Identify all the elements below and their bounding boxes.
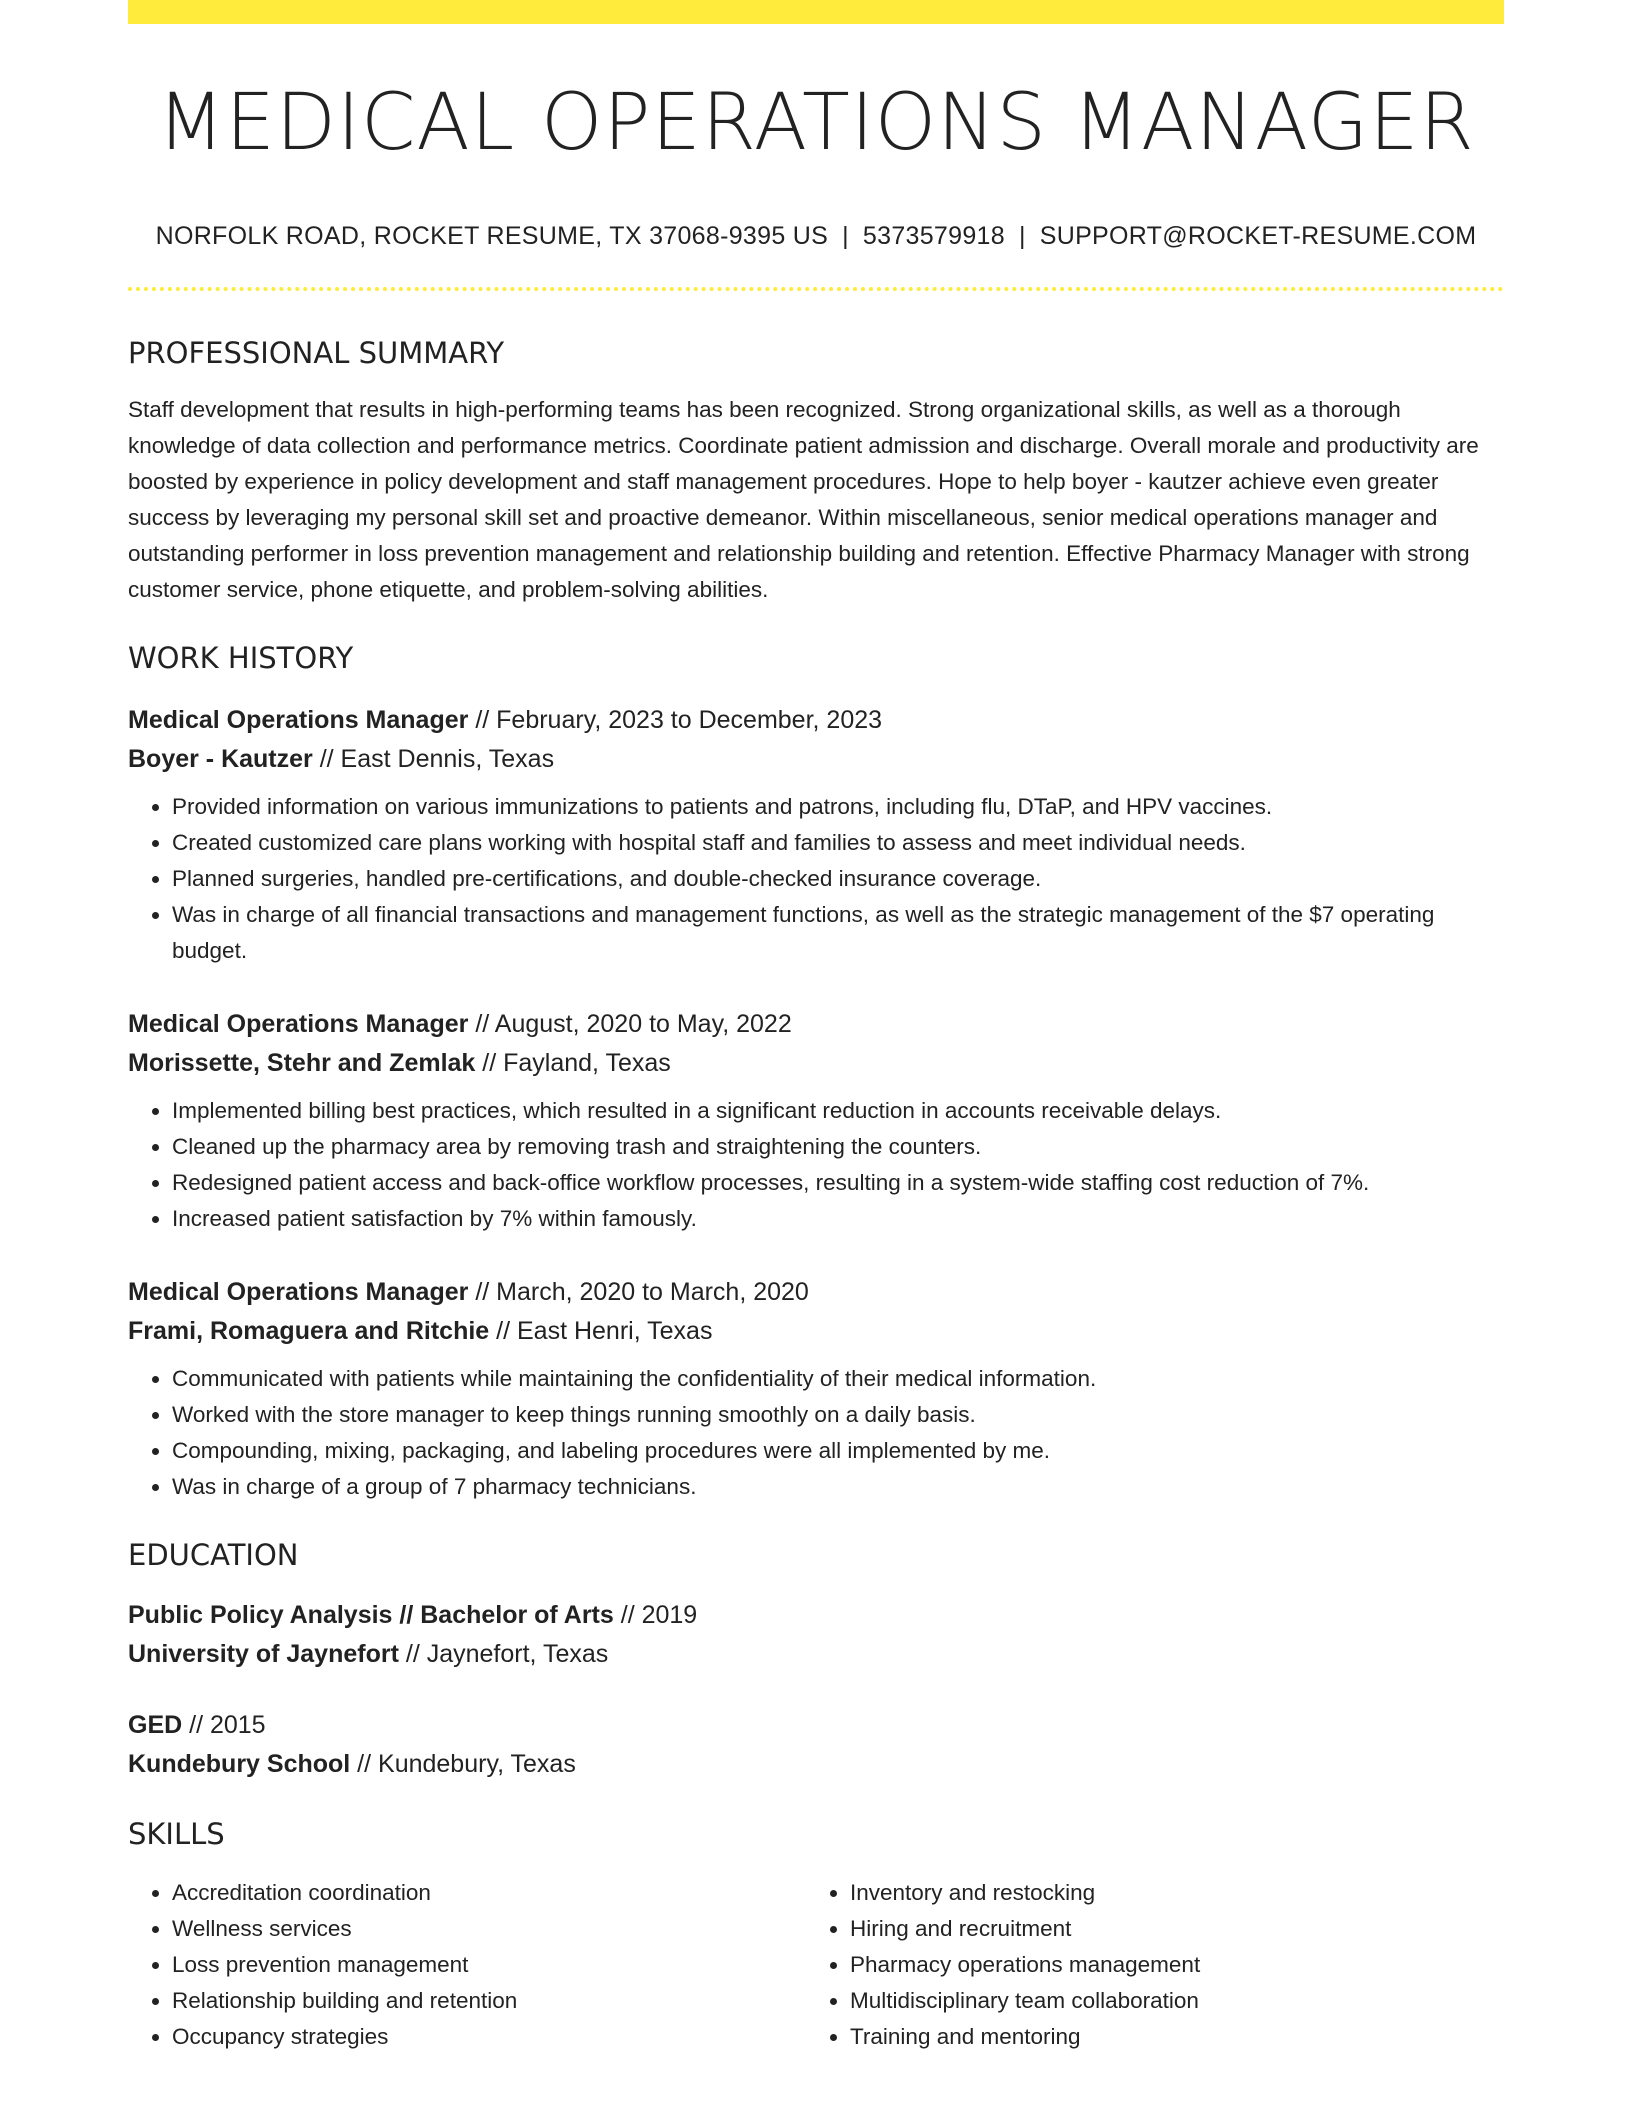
job-location: // Fayland, Texas — [475, 1049, 671, 1077]
job-dates: // March, 2020 to March, 2020 — [468, 1278, 809, 1306]
job-entry — [128, 701, 1504, 969]
skill-item: • Relationship building and retention — [172, 1983, 806, 2019]
job-title: Medical Operations Manager — [128, 706, 469, 734]
job-title: Medical Operations Manager — [128, 1278, 469, 1306]
job-bullet: • Planned surgeries, handled pre-certifications, and double-checked insurance coverage. — [172, 861, 1504, 897]
skill-item: • Multidisciplinary team collaboration — [850, 1983, 1484, 2019]
job-company-line — [128, 1044, 1504, 1083]
job-entry — [128, 1005, 1504, 1237]
skill-item: • Wellness services — [172, 1911, 806, 1947]
contact-separator: | — [1018, 222, 1026, 250]
job-location: // East Dennis, Texas — [312, 745, 555, 773]
education-location: // Jaynefort, Texas — [398, 1640, 609, 1668]
skill-item: • Training and mentoring — [850, 2019, 1484, 2055]
job-bullet: • Compounding, mixing, packaging, and labeling procedures were all implemented by me. — [172, 1433, 1504, 1469]
education-year: // 2015 — [182, 1711, 266, 1739]
skills-heading: SKILLS — [128, 1817, 225, 1851]
accent-top-bar — [128, 0, 1504, 24]
summary-heading: PROFESSIONAL SUMMARY — [128, 336, 505, 370]
contact-separator: | — [842, 222, 849, 250]
education-school-line — [128, 1745, 1504, 1784]
skill-item: • Pharmacy operations management — [850, 1947, 1484, 1983]
skills-list-right — [806, 1875, 1484, 2055]
education-school: University of Jaynefort — [128, 1640, 399, 1668]
contact-address: NORFOLK ROAD, ROCKET RESUME, TX 37068-9395 US — [155, 222, 829, 250]
education-location: // Kundebury, Texas — [350, 1750, 576, 1778]
job-bullet: • Created customized care plans working with hospital staff and families to assess and meet individual needs. — [172, 825, 1504, 861]
education-school: Kundebury School — [128, 1750, 351, 1778]
skill-item: • Loss prevention management — [172, 1947, 806, 1983]
work-history-heading: WORK HISTORY — [128, 641, 354, 675]
skill-item: • Inventory and restocking — [850, 1875, 1484, 1911]
job-company-line — [128, 1312, 1504, 1351]
skills-list-left — [128, 1875, 806, 2055]
job-bullet: • Was in charge of a group of 7 pharmacy technicians. — [172, 1469, 1504, 1505]
contact-line — [128, 224, 1504, 249]
job-title-line — [128, 701, 1504, 740]
job-company: Morissette, Stehr and Zemlak — [128, 1049, 476, 1077]
education-degree: GED — [128, 1711, 183, 1739]
contact-phone: 5373579918 — [862, 222, 1005, 250]
job-bullet: • Redesigned patient access and back-office workflow processes, resulting in a system-wide staffing cost reduction of 7%. — [172, 1165, 1504, 1201]
job-bullet: • Provided information on various immunizations to patients and patrons, including flu, DTaP, and HPV vaccines. — [172, 789, 1504, 825]
job-company: Boyer - Kautzer — [128, 745, 313, 773]
job-bullets — [128, 789, 1504, 969]
job-bullets — [128, 1093, 1504, 1237]
job-bullet: • Communicated with patients while maintaining the confidentiality of their medical information. — [172, 1361, 1504, 1397]
job-bullet: • Worked with the store manager to keep things running smoothly on a daily basis. — [172, 1397, 1504, 1433]
job-entry — [128, 1273, 1504, 1505]
job-company: Frami, Romaguera and Ritchie — [128, 1317, 490, 1345]
contact-email: SUPPORT@ROCKET-RESUME.COM — [1039, 222, 1477, 250]
job-bullets — [128, 1361, 1504, 1505]
education-degree-line — [128, 1596, 1504, 1635]
education-entry — [128, 1706, 1504, 1784]
job-title: Medical Operations Manager — [128, 1010, 469, 1038]
education-year: // 2019 — [613, 1601, 698, 1629]
skill-item: • Hiring and recruitment — [850, 1911, 1484, 1947]
job-company-line — [128, 740, 1504, 779]
job-dates: // August, 2020 to May, 2022 — [468, 1010, 792, 1038]
education-entry — [128, 1596, 1504, 1674]
education-heading: EDUCATION — [128, 1538, 299, 1572]
job-bullet: • Was in charge of all financial transactions and management functions, as well as the strategic management of the $7 operating budget. — [172, 897, 1504, 969]
job-title-line — [128, 1005, 1504, 1044]
skill-item: • Accreditation coordination — [172, 1875, 806, 1911]
job-bullet: • Increased patient satisfaction by 7% within famously. — [172, 1201, 1504, 1237]
job-title-line — [128, 1273, 1504, 1312]
resume-page — [128, 0, 1504, 2055]
job-location: // East Henri, Texas — [489, 1317, 713, 1345]
education-degree: Public Policy Analysis // Bachelor of Arts — [128, 1601, 614, 1629]
education-degree-line — [128, 1706, 1504, 1745]
dotted-divider — [128, 287, 1504, 291]
job-dates: // February, 2023 to December, 2023 — [468, 706, 883, 734]
resume-name-title: MEDICAL OPERATIONS MANAGER — [157, 78, 1475, 168]
education-school-line — [128, 1635, 1504, 1674]
job-bullet: • Implemented billing best practices, which resulted in a significant reduction in accounts receivable delays. — [172, 1093, 1504, 1129]
skill-item: • Occupancy strategies — [172, 2019, 806, 2055]
summary-text: Staff development that results in high-performing teams has been recognized. Strong organizational skills, as well as a thorough knowledge of data collection and performance metrics. Coordinate patient admission and discharge. Overall morale and productivity are boosted by experience in policy development and staff management procedures. Hope to help boyer - kautzer achieve even greater success by leveraging my personal skill set and proactive demeanor. Within miscellaneous, senior medical operations manager and outstanding performer in loss prevention management and relationship building and retention. Effective Pharmacy Manager with strong customer service, phone etiquette, and problem-solving abilities. — [128, 397, 1479, 602]
job-bullet: • Cleaned up the pharmacy area by removing trash and straightening the counters. — [172, 1129, 1504, 1165]
skills-columns — [128, 1875, 1504, 2055]
